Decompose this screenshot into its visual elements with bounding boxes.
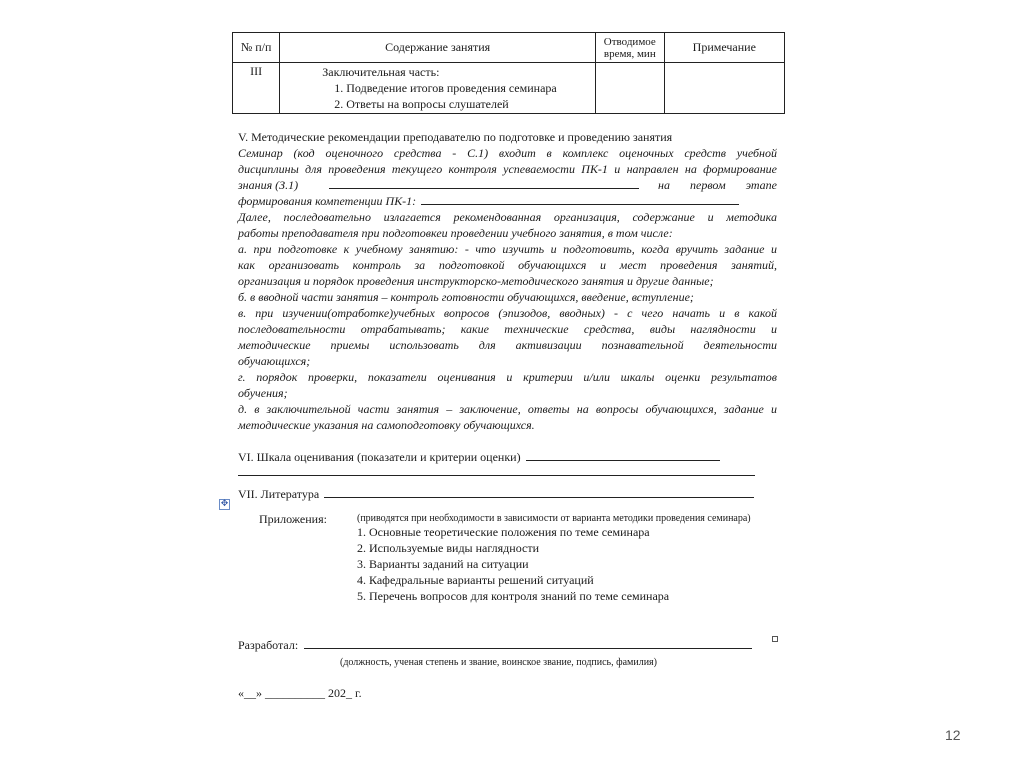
row-time <box>595 63 664 114</box>
table-row <box>233 63 785 114</box>
row-content-line: Заключительная часть: <box>322 65 440 79</box>
move-anchor-icon[interactable]: ✥ <box>220 499 229 509</box>
page-number: 12 <box>945 727 961 743</box>
section5-line: в. при изучении(отработке)учебных вопросов (эпизодов, вводных) - с чего начать и в какой <box>238 306 777 320</box>
section5-line: как организовать контроль за подготовкой обучающихся и мест проведения занятий, <box>238 258 777 272</box>
section5-line: обучения; <box>238 386 288 400</box>
header-content: Содержание занятия <box>280 33 596 63</box>
fill-in-line <box>421 193 739 205</box>
fill-in-line <box>526 449 720 461</box>
appendix-item: 5. Перечень вопросов для контроля знаний по теме семинара <box>357 589 670 603</box>
header-number: № п/п <box>233 33 280 63</box>
row-number: III <box>233 63 280 114</box>
appendix-item: 1. Основные теоретические положения по теме семинара <box>357 525 650 539</box>
row-content <box>280 63 596 114</box>
header-note: Примечание <box>664 33 784 63</box>
section7-title: VII. Литература <box>238 487 320 501</box>
fill-in-line <box>238 475 755 476</box>
section5-line: работы преподавателя при подготовкеи проведении учебного занятия, в том числе: <box>238 226 673 240</box>
section5-line: а. при подготовке к учебному занятию: - что изучить и подготовить, когда вручить задание и <box>238 242 777 256</box>
fill-in-line <box>324 486 754 498</box>
section5-line: дисциплины для проведения текущего контроля успеваемости ПК-1 и направлен на формирование <box>238 162 777 176</box>
section5-line: обучающихся; <box>238 354 311 368</box>
table-header-row <box>233 33 785 63</box>
section5-line: Семинар (код оценочного средства - С.1) входит в комплекс оценочных средств учебной <box>238 146 777 160</box>
section5-line: д. в заключительной части занятия – заключение, ответы на вопросы обучающихся, задание и <box>238 402 777 416</box>
section6-row <box>238 449 720 465</box>
section5-line: организация и порядок проведения инструкторско-методического занятия и другие данные; <box>238 274 714 288</box>
section5-line-row <box>238 193 739 209</box>
section5-title: V. Методические рекомендации преподавателю по подготовке и проведению занятия <box>238 130 673 144</box>
appendix-item: 4. Кафедральные варианты решений ситуаций <box>357 573 594 587</box>
signature-label: Разработал: <box>238 638 299 652</box>
section5-line: г. порядок проверки, показатели оценивания и критерии и/или шкалы оценки результатов <box>238 370 777 384</box>
section5-line-row <box>238 177 777 193</box>
fill-in-line <box>329 177 639 189</box>
section5-line: методические приемы использовать для активизации познавательной деятельности <box>238 338 777 352</box>
signature-date: «__» __________ 202_ г. <box>238 686 362 700</box>
lesson-plan-table <box>232 32 785 114</box>
section7-row <box>238 486 754 502</box>
section5-line: б. в вводной части занятия – контроль готовности обучающихся, введение, вступление; <box>238 290 694 304</box>
section5-line: Далее, последовательно излагается рекомендованная организация, содержание и методика <box>238 210 777 224</box>
signature-row <box>238 637 752 653</box>
section5-line: формирования компетенции ПК-1: <box>238 194 417 208</box>
section5-line: на первом этапе <box>658 178 777 192</box>
section5-line: последовательности отрабатывать; какие технические средства, виды наглядности и <box>238 322 777 336</box>
signature-caption: (должность, ученая степень и звание, воинское звание, подпись, фамилия) <box>340 657 657 668</box>
header-time: Отводимое время, мин <box>595 33 664 63</box>
fill-in-line <box>304 637 752 649</box>
row-note <box>664 63 784 114</box>
row-content-line: 1. Подведение итогов проведения семинара <box>334 81 557 95</box>
section6-title: VI. Шкала оценивания (показатели и критерии оценки) <box>238 450 521 464</box>
row-content-line: 2. Ответы на вопросы слушателей <box>334 97 509 111</box>
appendix-note: (приводятся при необходимости в зависимости от варианта методики проведения семинара) <box>357 513 751 524</box>
section5-line: знания (З.1) <box>238 178 299 192</box>
paragraph-marker <box>772 636 778 642</box>
appendix-item: 2. Используемые виды наглядности <box>357 541 539 555</box>
appendix-label: Приложения: <box>259 512 327 526</box>
appendix-item: 3. Варианты заданий на ситуации <box>357 557 529 571</box>
section5-line: методические указания на самоподготовку обучающихся. <box>238 418 535 432</box>
